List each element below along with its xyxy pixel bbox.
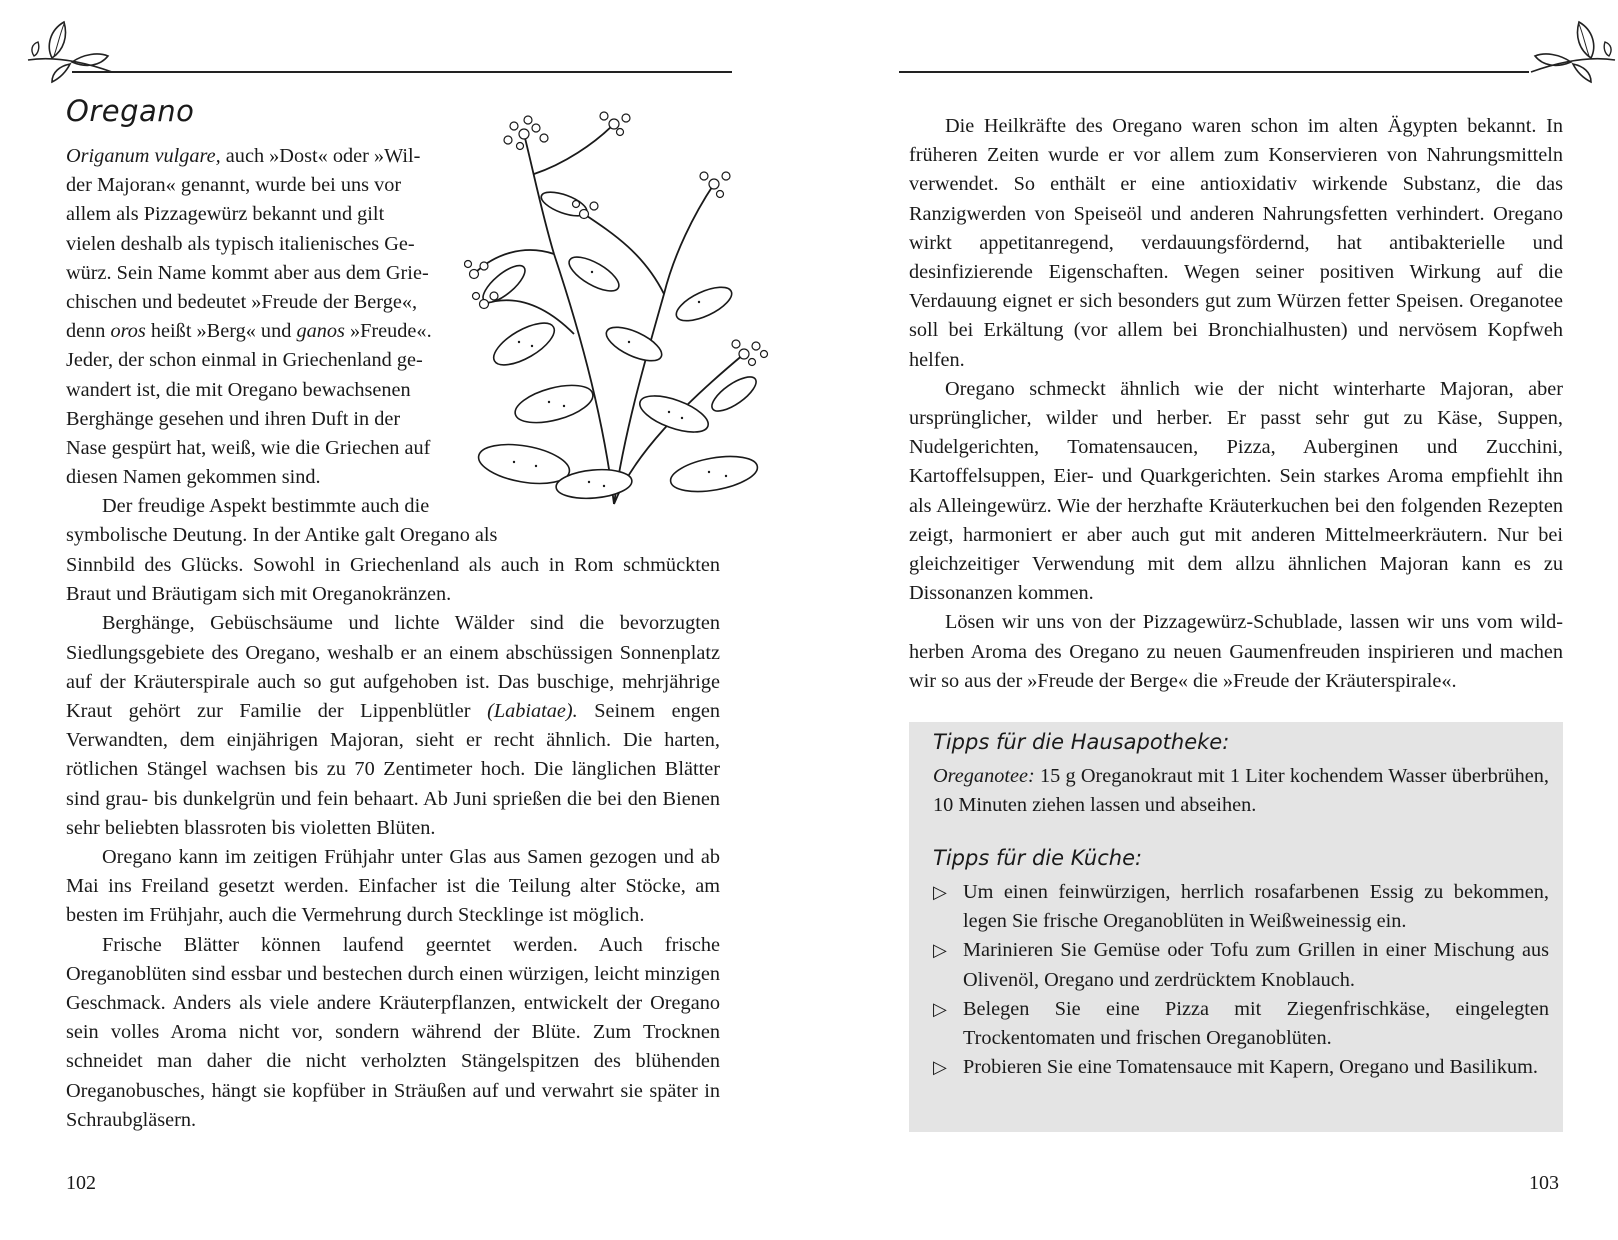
tip-label: Oreganotee: — [933, 765, 1035, 787]
pharmacy-tips-heading: Tipps für die Hausapotheke: — [933, 730, 1230, 754]
triangle-bullet-icon: ▷ — [933, 998, 947, 1019]
text-line: vielen deshalb als typisch italienisches Ge- — [66, 232, 415, 255]
harvest-paragraph: Frische Blätter können laufend geerntet werden. Auch frische Oreganoblüten sind essbar und bestechen durch einen würzigen, leicht minzigen Geschmack. Anders als viele andere Kräuterpflanzen, entwickelt der Oregano sein volles Aroma nicht vor, sondern während der Blüte. Zum Trocknen schneidet man daher die nicht verholzten Stängelspitzen des blühenden Oreganobusches, hängt sie kopfüber in Sträußen auf und verwahrt sie später in Schraubgläsern. — [66, 933, 720, 1131]
right-main-text — [909, 112, 1563, 696]
species-name: Origanum vulgare, — [66, 145, 221, 167]
page-number: 103 — [1529, 1172, 1559, 1194]
leaf-sprig-icon — [24, 16, 114, 84]
text-line: Nase gespürt hat, weiß, wie die Griechen auf — [66, 437, 431, 460]
text-line: Jeder, der schon einmal in Griechenland ge- — [66, 349, 423, 372]
text-line: der Majoran« genannt, wurde bei uns vor — [66, 174, 402, 197]
list-item: ▷ Marinieren Sie Gemüse oder Tofu zum Grillen in einer Mischung aus Olivenöl, Oregano und zerdrücktem Knoblauch. — [933, 936, 1549, 994]
text-line: symbolische Deutung. In der Antike galt Oregano als — [66, 524, 498, 547]
cultivation-paragraph: Oregano kann im zeitigen Frühjahr unter Glas aus Samen gezogen und ab Mai ins Freiland gesetzt werden. Einfacher ist die Teilung alter Stöcke, am besten im Frühjahr, auch die Vermehrung durch Stecklinge ist möglich. — [66, 846, 720, 927]
habitat-paragraph: Berghänge, Gebüschsäume und lichte Wälder sind die bevorzugten Siedlungsgebiete des Oregano, weshalb er an einem abschüssigen Sonnenplatz auf der Kräuterspirale auch so gut aufgehoben ist. Das buschige, mehrjährige Kraut gehört zur Familie der Lippenblütler (Labiatae). Seinem engen Verwandten, dem einjährigen Majoran, sieht er recht ähnlich. Die harten, rötlichen Stängel wachsen bis zu 70 Zentimeter hoch. Die länglichen Blätter sind grau- bis dunkelgrün und fein behaart. Ab Juni sprießen die bei den Bienen sehr beliebten blassroten bis violetten Blüten. — [66, 612, 720, 839]
word-oros: oros — [110, 320, 146, 343]
text-line: Der freudige Aspekt bestimmte auch die — [102, 495, 430, 517]
text-line: chischen und bedeutet »Freude der Berge«, — [66, 291, 418, 314]
page-number: 102 — [66, 1172, 96, 1194]
right-page — [809, 0, 1618, 1240]
left-main-text — [66, 551, 720, 1135]
text-line: allem als Pizzagewürz bekannt und gilt — [66, 203, 385, 226]
kitchen-tips-list — [933, 878, 1549, 1082]
taste-paragraph: Oregano schmeckt ähnlich wie der nicht winterharte Majoran, aber ursprünglicher, wilder und herber. Er passt sehr gut zu Käse, Suppen, Nudelgerichten, Tomatensaucen, Pizza, Auberginen und Zucchini, Kartoffelsuppen, Eier- und Quarkgerichten. Sein starkes Aroma empfiehlt ihn als Alleingewürz. Wie der herzhafte Kräuterkuchen bei den folgenden Rezepten zeigt, harmoniert er aber auch gut mit anderen Mittelmeerkräutern. Nur bei gleichzeitiger Verwendung mit dem allzu ähnlichen Majoran kann es zu Dissonanzen kommen. — [909, 377, 1563, 605]
text-line: Berghänge gesehen und ihren Duft in der — [66, 407, 401, 430]
tips-box — [909, 722, 1563, 1132]
triangle-bullet-icon: ▷ — [933, 940, 947, 961]
pharmacy-tip: Oreganotee: 15 g Oreganokraut mit 1 Liter kochendem Wasser überbrühen, 10 Minuten ziehen lassen und abseihen. — [933, 765, 1549, 817]
oregano-plant-illustration — [464, 104, 780, 524]
family-name: (Labiatae). — [487, 700, 578, 723]
healing-paragraph: Die Heilkräfte des Oregano waren schon im alten Ägypten bekannt. In früheren Zeiten wurde er vor allem zum Konservieren von Nahrungsmitteln verwendet. So enthält er eine antioxidativ wirkende Substanz, die das Ranzigwerden von Speiseöl und anderen Nahrungsfetten verhindert. Oregano wirkt appetitanregend, verdauungsfördernd, hat antibakterielle und desinfizierende Eigenschaften. Wegen seiner positiven Wirkung auf die Verdauung eignet er sich besonders gut zum Würzen fetter Speisen. Oreganotee soll bei Erkältung (vor allem bei Bronchialhusten) und nervösem Kopfweh helfen. — [909, 115, 1563, 371]
word-ganos: ganos — [296, 320, 345, 343]
triangle-bullet-icon: ▷ — [933, 882, 947, 902]
closing-paragraph: Lösen wir uns von der Pizzagewürz-Schublade, lassen wir uns vom wild-herben Aroma des Oregano zu neuen Gaumenfreuden inspirieren und machen wir so aus der »Freude der Berge« die »Freude der Kräuterspirale«. — [909, 611, 1563, 692]
text-line: diesen Namen gekommen sind. — [66, 466, 321, 489]
text-line: wandert ist, die mit Oregano bewachsenen — [66, 378, 411, 401]
intro-paragraph — [66, 142, 468, 492]
list-item: ▷ Belegen Sie eine Pizza mit Ziegenfrischkäse, eingelegten Trockentomaten und frischen Oreganoblüten. — [933, 995, 1549, 1053]
text-line: denn oros heißt »Berg« und ganos »Freude«. — [66, 320, 432, 343]
leaf-sprig-icon — [1529, 16, 1618, 84]
kitchen-tips-heading: Tipps für die Küche: — [933, 846, 1143, 870]
list-item: ▷ Probieren Sie eine Tomatensauce mit Kapern, Oregano und Basilikum. — [933, 1053, 1549, 1082]
text-line: würz. Sein Name kommt aber aus dem Grie- — [66, 261, 429, 284]
symbolism-paragraph-rest: Sinnbild des Glücks. Sowohl in Griechenland als auch in Rom schmückten Braut und Bräutigam sich mit Oreganokränzen. — [66, 554, 720, 606]
page-title: Oregano — [66, 94, 195, 128]
text-line: auch »Dost« oder »Wil- — [220, 145, 421, 167]
header-rule — [899, 71, 1529, 73]
header-rule — [72, 71, 732, 73]
list-item: ▷ Um einen feinwürzigen, herrlich rosafarbenen Essig zu bekommen, legen Sie frische Oreganoblüten in Weißweinessig ein. — [933, 878, 1549, 936]
symbolism-paragraph-start — [66, 492, 522, 550]
triangle-bullet-icon: ▷ — [933, 1057, 947, 1078]
